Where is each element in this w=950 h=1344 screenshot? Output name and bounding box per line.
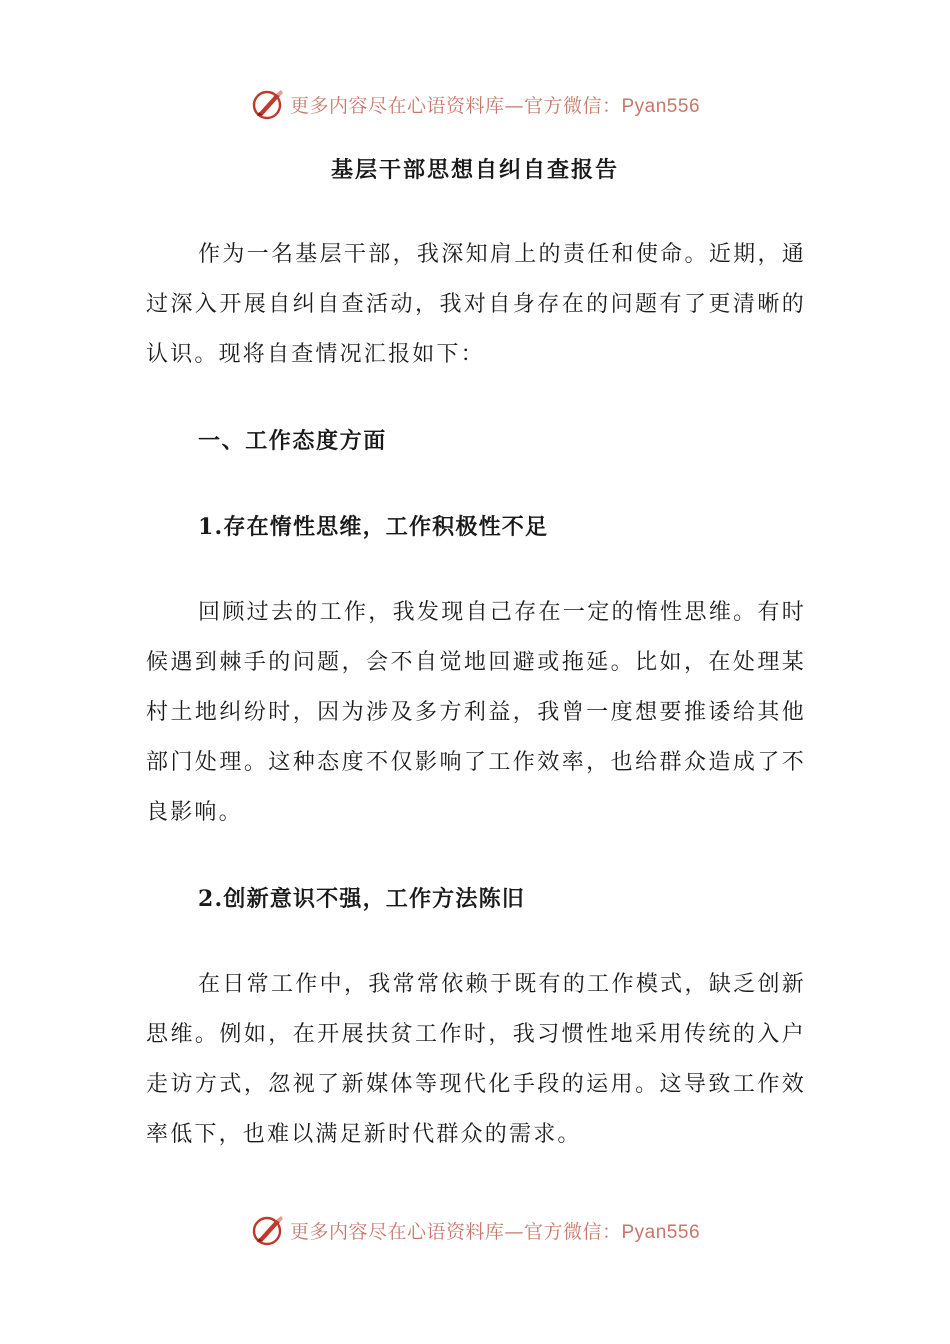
watermark-wechat-id: Pyan556 [621,95,701,117]
subheading-weak-innovation: 2.创新意识不强，工作方法陈旧 [198,886,525,912]
pen-logo-icon [250,86,286,122]
watermark-text: 更多内容尽在心语资料库—官方微信：Pyan556 [289,94,701,117]
watermark-wechat-id: Pyan556 [621,1221,701,1243]
paragraph-weak-innovation: 在日常工作中，我常常依赖于既有的工作模式，缺乏创新思维。例如，在开展扶贫工作时，我习惯性地采用传统的入户走访方式，忽视了新媒体等现代化手段的运用。这导致工作效率低下，也难以满足新时代群众的需求。 [146,972,806,1147]
watermark-footer [0,1210,950,1250]
subheading-lazy-thinking: 1.存在惰性思维，工作积极性不足 [198,514,549,540]
paragraph-lazy-thinking: 回顾过去的工作，我发现自己存在一定的惰性思维。有时候遇到棘手的问题，会不自觉地回避或拖延。比如，在处理某村土地纠纷时，因为涉及多方利益，我曾一度想要推诿给其他部门处理。这种态度不仅影响了工作效率，也给群众造成了不良影响。 [146,600,806,825]
intro-paragraph: 作为一名基层干部，我深知肩上的责任和使命。近期，通过深入开展自纠自查活动，我对自身存在的问题有了更清晰的认识。现将自查情况汇报如下： [146,242,806,367]
section-heading-work-attitude: 一、工作态度方面 [198,428,387,454]
pen-logo-icon [250,1212,286,1248]
watermark-text: 更多内容尽在心语资料库—官方微信：Pyan556 [289,1220,701,1243]
document-body [146,230,806,1196]
document-title: 基层干部思想自纠自查报告 [330,157,619,183]
watermark-header [0,84,950,124]
